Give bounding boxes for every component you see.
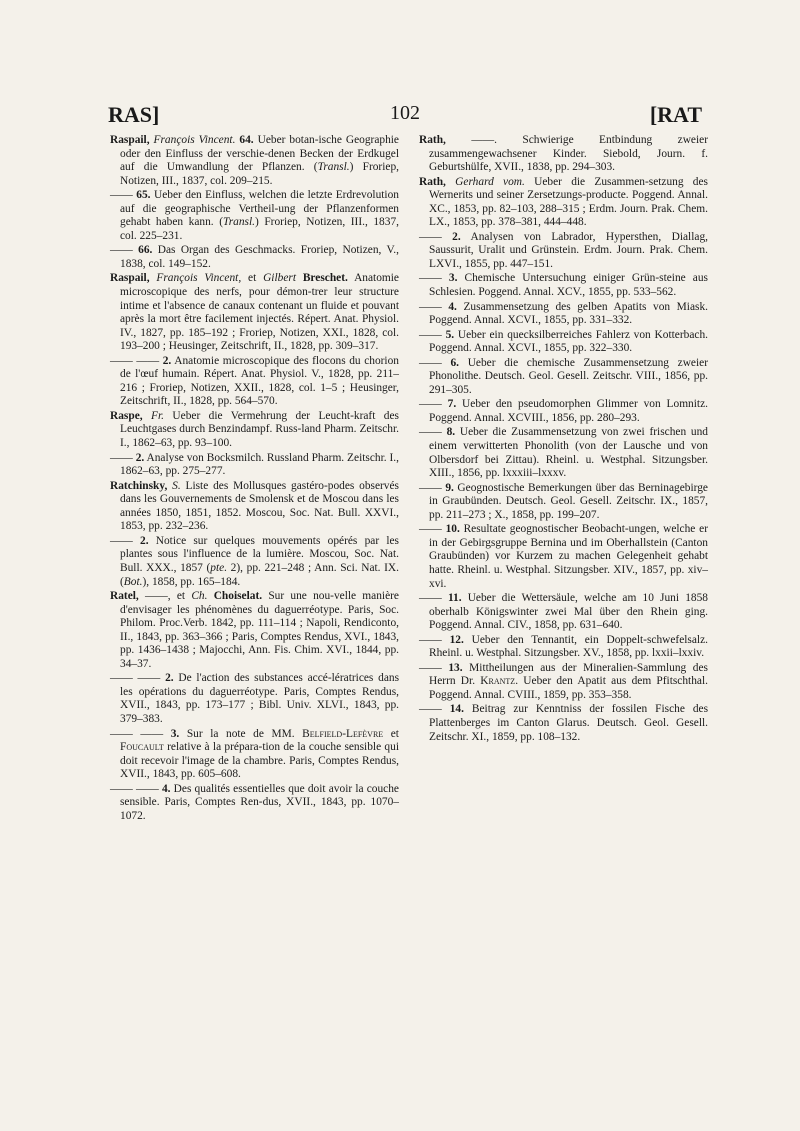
bibliography-entry: Raspail, François Vincent, et Gilbert Breschet. Anatomie microscopique des nerfs, pour démon-trer leur structure intime et l'absence de canaux contenant un fluide et pouvant après la mort être facilement injectés. Répert. Anat. Physiol. IV., 1827, pp. 185–192 ; Froriep, Notizen, XXI., 1828, col. 193–200 ; Heusinger, Zeitschrift, II., 1828, pp. 309–317. bbox=[110, 272, 399, 353]
bibliography-entry: Ratchinsky, S. Liste des Mollusques gastéro-podes observés dans les Gouvernements de Smolensk et de Moscou dans les années 1850, 1851, 1852. Moscou, Soc. Nat. Bull. XXVI., 1853, pp. 232–236. bbox=[110, 479, 399, 533]
bibliography-entry: —— —— 3. Sur la note de MM. Belfield-Lefèvre et Foucault relative à la prépara-tion de la couche sensible qui doit recevoir l'image de la chambre. Paris, Comptes Rendus, XVII., 1843, pp. 605–608. bbox=[110, 727, 399, 781]
bibliography-entry: Rath, Gerhard vom. Ueber die Zusammen-setzung des Wernerits und seiner Zersetzungs-producte. Poggend. Annal. XC., 1853, pp. 82–103, 288–315 ; Erdm. Journ. Prak. Chem. LX., 1853, pp. 378–381, 444–448. bbox=[419, 175, 708, 229]
bibliography-entry: Rath, ——. Schwierige Entbindung zweier zusammengewachsener Kinder. Siebold, Journ. f. Geburtshülfe, XVII., 1838, pp. 294–303. bbox=[419, 134, 708, 174]
bibliography-entry: —— —— 4. Des qualités essentielles que doit avoir la couche sensible. Paris, Comptes Ren-dus, XVII., 1843, pp. 1070–1072. bbox=[110, 782, 399, 822]
bibliography-entry: —— 11. Ueber die Wettersäule, welche am 10 Juni 1858 oberhalb Königswinter zwei Mal über den Rhein ging. Poggend. Annal. CIV., 1858, pp. 631–640. bbox=[419, 592, 708, 632]
header-left-range: RAS] bbox=[108, 102, 160, 127]
bibliography-entry: Raspail, François Vincent. 64. Ueber botan-ische Geographie oder den Einfluss der verschie-denen Becken der Erdkugel auf die Umwandlung der Pflanzen. (Transl.) Froriep, Notizen, III., 1837, col. 209–215. bbox=[110, 134, 399, 187]
left-column bbox=[110, 134, 399, 824]
bibliography-entry: —— 2. Analysen von Labrador, Hypersthen, Diallag, Saussurit, Uralit und Grünstein. Erdm. Journ. Prak. Chem. LXVI., 1855, pp. 447–151. bbox=[419, 230, 708, 270]
bibliography-entry: —— 13. Mittheilungen aus der Mineralien-Sammlung des Herrn Dr. Krantz. Ueber den Apatit aus dem Pfitschthal. Poggend. Annal. CVIII., 1859, pp. 353–358. bbox=[419, 661, 708, 701]
bibliography-entry: —— 5. Ueber ein quecksilberreiches Fahlerz von Kotterbach. Poggend. Annal. XCVI., 1855, pp. 322–330. bbox=[419, 328, 708, 355]
bibliography-entry: —— 7. Ueber den pseudomorphen Glimmer von Lomnitz. Poggend. Annal. XCVIII., 1856, pp. 280–293. bbox=[419, 398, 708, 424]
bibliography-entry: Ratel, ——, et Ch. Choiselat. Sur une nou-velle manière d'envisager les phénomènes du daguerréotype. Paris, Soc. Philom. Proc.Verb. 1842, pp. 111–114 ; Napoli, Rendiconto, II., 1843, pp. 363–366 ; Paris, Comptes Rendus, XVI., 1843, pp. 1436–1438 ; Majocchi, Ann. Fis. Chim. XVI., 1844, pp. 34–37. bbox=[110, 590, 399, 670]
header-right-range: [RAT bbox=[649, 102, 702, 127]
bibliography-entry: —— 14. Beitrag zur Kenntniss der fossilen Fische des Plattenberges im Canton Glarus. Deutsch. Geol. Gesell. Zeitschr. XI., 1859, pp. 108–132. bbox=[419, 703, 708, 743]
bibliography-entry: —— 9. Geognostische Bemerkungen über das Berninagebirge in Graubünden. Deutsch. Geol. Gesell. Zeitschr. IX., 1857, pp. 211–273 ; X., 1858, pp. 199–207. bbox=[419, 481, 708, 521]
bibliography-entry: —— 8. Ueber die Zusammensetzung von zwei frischen und einem verwitterten Phonolith (von der Lausche und von Olbersdorf bei Zittau). Rheinl. u. Westphal. Sitzungsber. XIII., 1856, pp. lxxxiii–lxxxv. bbox=[419, 426, 708, 480]
bibliography-entry: —— 10. Resultate geognostischer Beobacht-ungen, welche er in der Gebirgsgruppe Bernina und im Oberhallstein (Canton Graubünden) vor Kurzem zu machen Gelegenheit gehabt hatte. Rheinl. u. Westphal. Sitzungsber. XIV., 1857, pp. xiv–xvi. bbox=[419, 523, 708, 590]
right-column bbox=[419, 134, 708, 745]
bibliography-entry: —— 6. Ueber die chemische Zusammensetzung zweier Phonolithe. Deutsch. Geol. Gesell. Zeitschr. VIII., 1856, pp. 291–305. bbox=[419, 356, 708, 396]
bibliography-entry: —— 2. Analyse von Bocksmilch. Russland Pharm. Zeitschr. I., 1862–63, pp. 275–277. bbox=[110, 451, 399, 478]
bibliography-entry: —— 3. Chemische Untersuchung einiger Grün-steine aus Schlesien. Poggend. Annal. XCV., 1855, pp. 533–562. bbox=[419, 272, 708, 299]
bibliography-entry: —— —— 2. Anatomie microscopique des flocons du chorion de l'œuf humain. Répert. Anat. Physiol. V., 1828, pp. 211–216 ; Froriep, Notizen, XXII., 1828, col. 1–5 ; Heusinger, Zeitschrift, II., 1828, pp. 564–570. bbox=[110, 354, 399, 408]
bibliography-entry: —— 2. Notice sur quelques mouvements opérés par les plantes sous l'influence de la lumière. Moscou, Soc. Nat. Bull. XXX., 1857 (pte. 2), pp. 221–248 ; Ann. Sci. Nat. IX. (Bot.), 1858, pp. 165–184. bbox=[110, 534, 399, 588]
bibliography-entry: Raspe, Fr. Ueber die Vermehrung der Leucht-kraft des Leuchtgases durch Benzindampf. Russ-land Pharm. Zeitschr. I., 1862–63, pp. 93–100. bbox=[110, 409, 399, 450]
bibliography-entry: —— 66. Das Organ des Geschmacks. Froriep, Notizen, V., 1838, col. 149–152. bbox=[110, 244, 399, 270]
page-number: 102 bbox=[390, 102, 420, 124]
bibliography-entry: —— —— 2. De l'action des substances accé-lératrices dans les opérations du daguerréotype. Paris, Comptes Rendus, XVII., 1843, pp. 173–177 ; Bibl. Univ. XLVI., 1843, pp. 379–383. bbox=[110, 672, 399, 725]
bibliography-entry: —— 12. Ueber den Tennantit, ein Doppelt-schwefelsalz. Rheinl. u. Westphal. Sitzungsber. XV., 1858, pp. lxxii–lxxiv. bbox=[419, 633, 708, 660]
bibliography-entry: —— 65. Ueber den Einfluss, welchen die letzte Erdrevolution auf die geographische Vertheil-ung der Pflanzenformen gehabt haben kann. (Transl.) Froriep, Notizen, III., 1837, col. 225–231. bbox=[110, 189, 399, 242]
page-header bbox=[108, 102, 702, 130]
bibliography-entry: —— 4. Zusammensetzung des gelben Apatits von Miask. Poggend. Annal. XCVI., 1855, pp. 331–332. bbox=[419, 300, 708, 327]
